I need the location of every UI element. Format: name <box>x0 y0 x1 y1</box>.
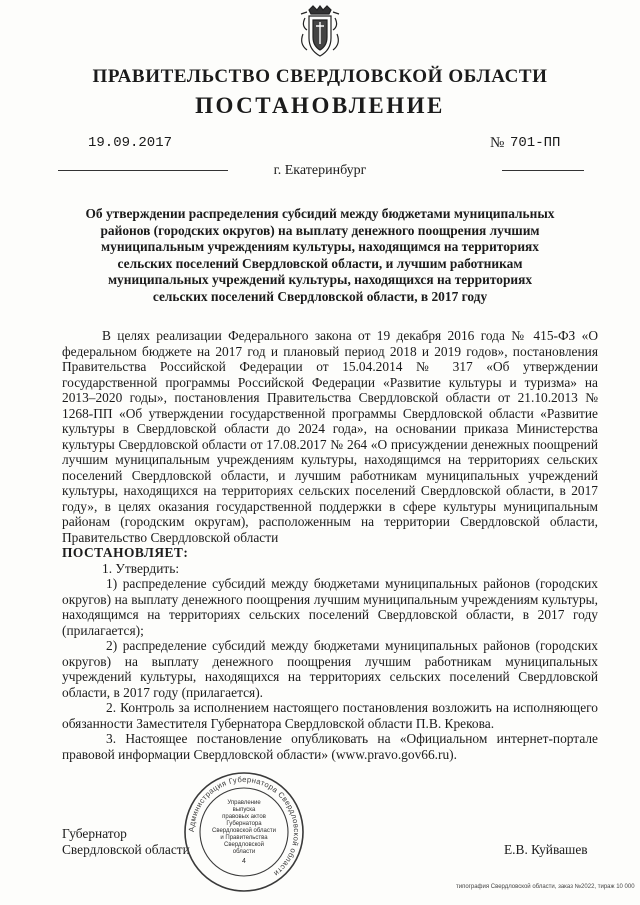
official-stamp <box>182 770 306 894</box>
signer-position-line1: Губернатор <box>62 826 127 841</box>
item-2: 2. Контроль за исполнением настоящего постановления возложить на исполняющего обязанности Заместителя Губернатора Свердловской области П.В. Крекова. <box>62 700 598 731</box>
document-date: 19.09.2017 <box>88 135 173 151</box>
stamp-line-5: Свердловской области <box>211 828 277 834</box>
stamp-line-2: выпуска <box>232 807 256 813</box>
document-number: 701-ПП <box>510 135 561 151</box>
stamp-line-4: Губернатора <box>226 821 262 827</box>
item-1: 1. Утвердить: <box>102 560 180 576</box>
signer-name: Е.В. Куйвашев <box>504 842 588 857</box>
government-title: ПРАВИТЕЛЬСТВО СВЕРДЛОВСКОЙ ОБЛАСТИ <box>92 66 548 87</box>
stamp-line-8: области <box>232 849 256 855</box>
number-sign: № <box>490 135 505 151</box>
stamp-line-6: и Правительства <box>220 835 268 841</box>
stamp-line-1: Управление <box>227 800 261 806</box>
stamp-line-7: Свердловской <box>224 842 264 848</box>
document-subject: Об утверждении распределения субсидий между бюджетами муниципальных районов (городских округов) на выплату денежного поощрения лучшим муниципальным учреждениям культуры, находящимся на территориях сельских поселений Свердловской области, и лучшим работникам муниципальных учреждений культуры, находящихся на территориях сельских поселений Свердловской области, в 2017 году <box>85 206 555 304</box>
preamble-paragraph: В целях реализации Федерального закона от 19 декабря 2016 года № 415-ФЗ «О федеральном бюджете на 2017 год и плановый период 2018 и 2019 годов», постановления Правительства Российской Федерации от 15.04.2014 № 317 «Об утверждении государственной программы Российской Федерации «Развитие культуры и туризма» на 2013–2020 годы», постановления Правительства Свердловской области от 21.10.2013 № 1268-ПП «Об утверждении государственной программы Свердловской области «Развитие культуры в Свердловской области до 2024 года», на основании приказа Министерства культуры Свердловской области от 17.08.2017 № 264 «О присуждении денежных поощрений лучшим муниципальным учреждениям культуры, находящимся на территориях сельских поселений Свердловской области, и лучшим работникам муниципальных учреждений культуры, находящихся на территориях сельских поселений Свердловской области, в 2017 году», в целях оказания государственной поддержки в сфере культуры муниципальным районам (городским округам), расположенным на территории Свердловской области, Правительство Свердловской области <box>62 328 598 545</box>
document-body <box>62 328 598 762</box>
item-1-1: 1) распределение субсидий между бюджетами муниципальных районов (городских округов) на выплату денежного поощрения лучшим муниципальным учреждениям культуры, находящимся на территориях сельских поселений Свердловской области, в 2017 году (прилагается); <box>62 576 598 638</box>
stamp-ring-text: Администрация Губернатора Свердловской области <box>186 774 302 879</box>
stamp-line-3: правовых актов <box>222 814 266 820</box>
city-name: г. Екатеринбург <box>273 163 367 178</box>
item-3: 3. Настоящее постановление опубликовать на «Официальном интернет-портале правовой информации Свердловской области» (www.pravo.gov66.ru). <box>62 731 598 762</box>
document-type: ПОСТАНОВЛЕНИЕ <box>195 93 445 118</box>
resolves-heading: ПОСТАНОВЛЯЕТ: <box>62 545 189 560</box>
print-note: типография Свердловской области, заказ №2022, тираж 10 000 <box>456 884 635 890</box>
item-1-2: 2) распределение субсидий между бюджетами муниципальных районов (городских округов) на выплату денежного поощрения лучшим работникам муниципальных учреждений культуры, находящихся на территориях сельских поселений Свердловской области, в 2017 году (прилагается). <box>62 638 598 700</box>
coat-of-arms-icon <box>297 4 343 60</box>
stamp-number: 4 <box>242 858 246 865</box>
signer-position-line2: Свердловской области <box>62 842 190 857</box>
signer-position <box>62 826 190 858</box>
